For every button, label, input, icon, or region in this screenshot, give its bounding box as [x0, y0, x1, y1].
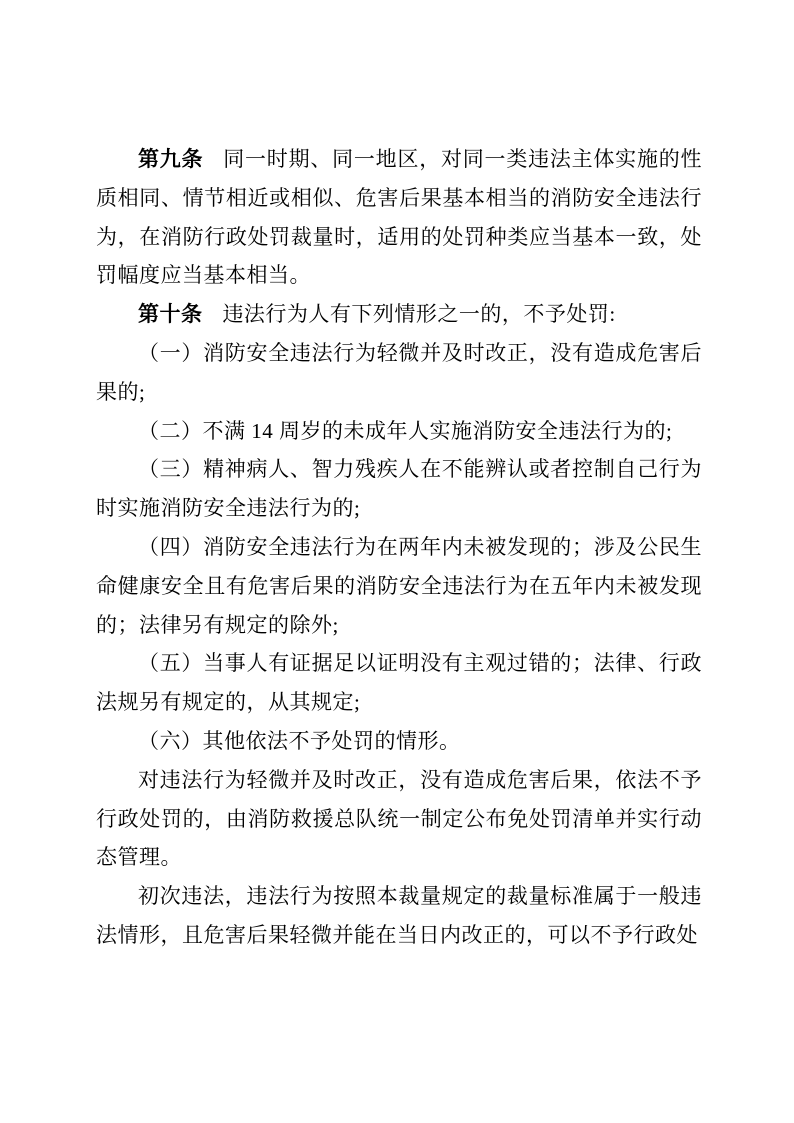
article-9-label: 第九条	[138, 147, 204, 171]
article-9-text: 同一时期、同一地区，对同一类违法主体实施的性质相同、情节相近或相似、危害后果基本相当的消防安全违法行为，在消防行政处罚裁量时，适用的处罚种类应当基本一致，处罚幅度应当基本相当。	[96, 147, 703, 288]
article-10-text: 违法行为人有下列情形之一的，不予处罚:	[222, 302, 616, 327]
document-page	[96, 140, 702, 955]
para-item-5: （五）当事人有证据足以证明没有主观过错的；法律、行政法规另有规定的，从其规定;	[96, 651, 702, 715]
para-item-4: （四）消防安全违法行为在两年内未被发现的；涉及公民生命健康安全且有危害后果的消防安全违法行为在五年内未被发现的；法律另有规定的除外;	[96, 534, 702, 637]
para-item-2: （二）不满 14 周岁的未成年人实施消防安全违法行为的;	[138, 418, 673, 443]
para-item-1: （一）消防安全违法行为轻微并及时改正，没有造成危害后果的;	[96, 340, 702, 404]
para-first-violation-truncated: 初次违法，违法行为按照本裁量规定的裁量标准属于一般违法情形，且危害后果轻微并能在当日内改正的，可以不予行政处	[96, 884, 702, 947]
para-item-3: （三）精神病人、智力残疾人在不能辨认或者控制自己行为时实施消防安全违法行为的;	[96, 457, 702, 521]
para-exemption-list-note: 对违法行为轻微并及时改正，没有造成危害后果，依法不予行政处罚的，由消防救援总队统一制定公布免处罚清单并实行动态管理。	[96, 767, 702, 870]
para-article-10	[96, 295, 702, 334]
para-article-9	[96, 140, 702, 295]
article-10-label: 第十条	[138, 302, 203, 327]
para-item-6: （六）其他依法不予处罚的情形。	[138, 728, 461, 753]
